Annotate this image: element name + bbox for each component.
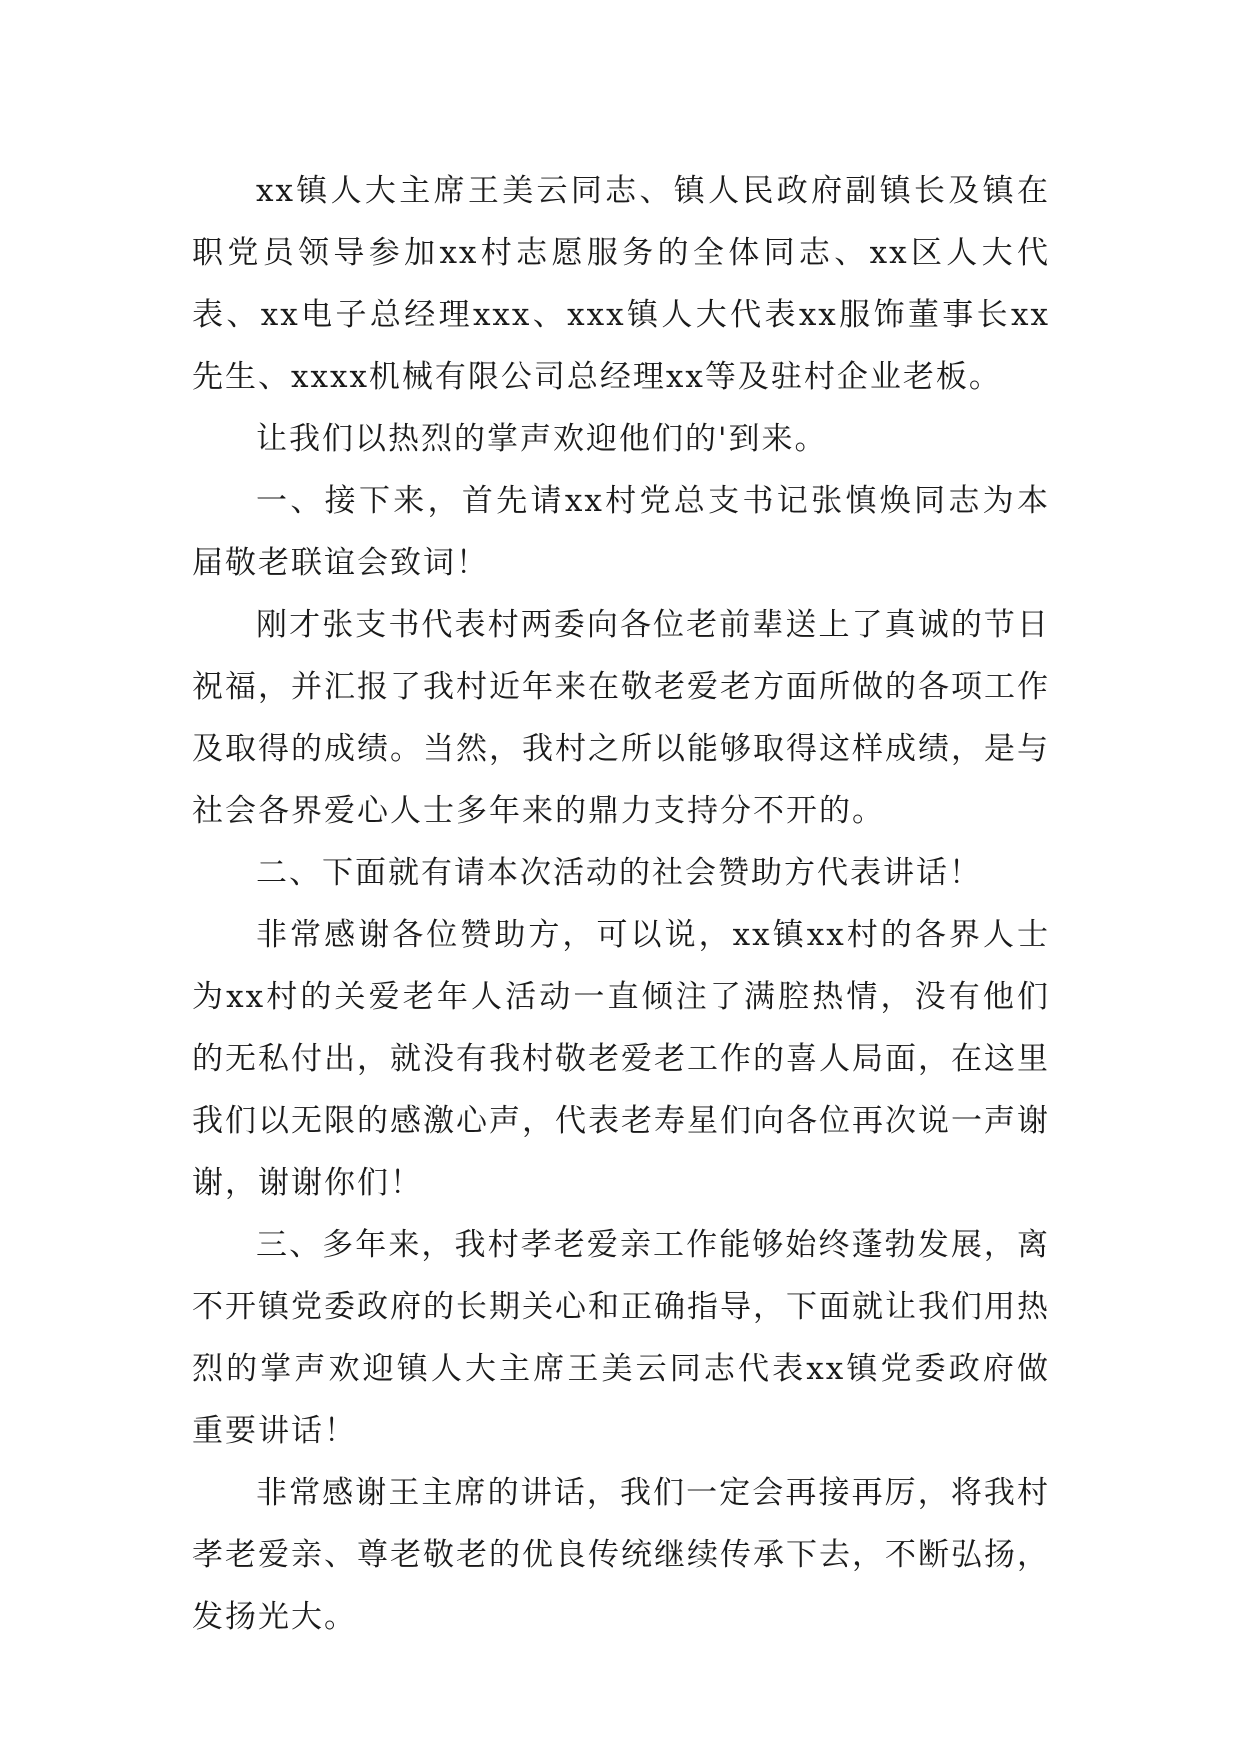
paragraph-sponsor-thanks: 非常感谢各位赞助方，可以说，xx镇xx村的各界人士为xx村的关爱老年人活动一直倾注了满腔热情，没有他们的无私付出，就没有我村敬老爱老工作的喜人局面，在这里我们以无限的感激心声，代表老寿星们向各位再次说一声谢谢，谢谢你们！ [192,917,1050,1201]
paragraph-attendees: xx镇人大主席王美云同志、镇人民政府副镇长及镇在职党员领导参加xx村志愿服务的全体同志、xx区人大代表、xx电子总经理xxx、xxx镇人大代表xx服饰董事长xx先生、xxxx机械有限公司总经理xx等及驻村企业老板。 [192,173,1050,395]
document-body [192,160,1050,1648]
paragraph-item-one: 一、接下来，首先请xx村党总支书记张慎焕同志为本届敬老联谊会致词！ [192,483,1050,581]
paragraph-secretary-summary: 刚才张支书代表村两委向各位老前辈送上了真诚的节日祝福，并汇报了我村近年来在敬老爱老方面所做的各项工作及取得的成绩。当然，我村之所以能够取得这样成绩，是与社会各界爱心人士多年来的鼎力支持分不开的。 [192,607,1050,829]
paragraph-item-three: 三、多年来，我村孝老爱亲工作能够始终蓬勃发展，离不开镇党委政府的长期关心和正确指导，下面就让我们用热烈的掌声欢迎镇人大主席王美云同志代表xx镇党委政府做重要讲话！ [192,1227,1050,1449]
paragraph-welcome: 让我们以热烈的掌声欢迎他们的'到来。 [256,421,828,457]
paragraph-item-two: 二、下面就有请本次活动的社会赞助方代表讲话！ [256,855,982,891]
paragraph-closing: 非常感谢王主席的讲话，我们一定会再接再厉，将我村孝老爱亲、尊老敬老的优良传统继续传承下去，不断弘扬，发扬光大。 [192,1475,1050,1635]
